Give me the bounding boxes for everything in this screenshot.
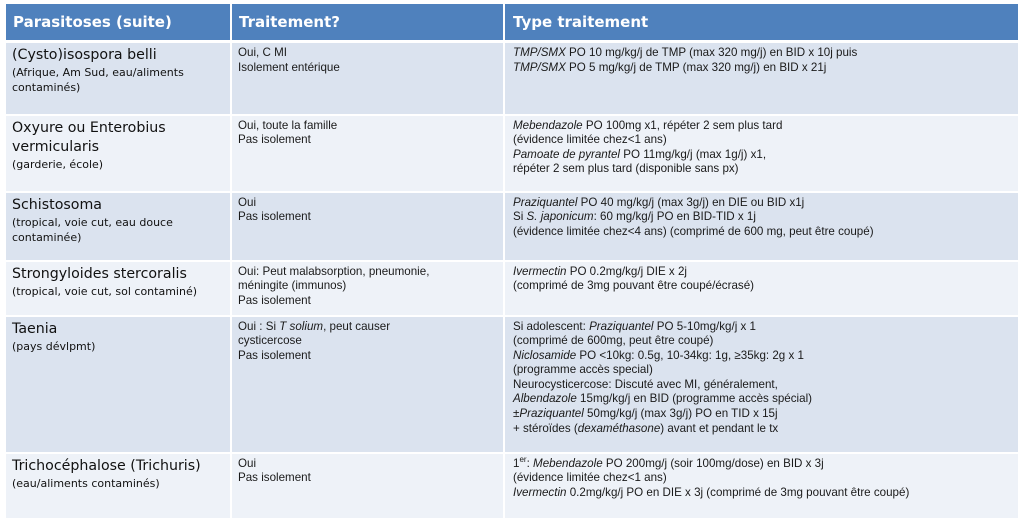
type-text: (évidence limitée chez<1 ans) — [513, 471, 667, 485]
drug-name: Ivermectin — [513, 264, 567, 278]
type-text: (programme accès special) — [513, 363, 653, 377]
type-text: PO 5 mg/kg/j de TMP (max 320 mg/j) en BID x 21j — [565, 60, 827, 74]
type-line — [513, 486, 1012, 501]
type-traitement-cell — [504, 115, 1018, 192]
parasite-context: (tropical, voie cut, eau douce — [12, 215, 173, 229]
type-line — [513, 196, 1012, 211]
parasite-cell — [6, 261, 231, 316]
type-line — [513, 225, 1012, 240]
traitement-cell — [231, 42, 504, 115]
type-line — [513, 46, 1012, 61]
type-line — [513, 378, 1012, 393]
type-line — [513, 279, 1012, 294]
table-row — [6, 453, 1018, 519]
traitement-text: , peut causer — [323, 319, 391, 333]
type-text: PO 200mg/j (soir 100mg/dose) en BID x 3j — [602, 456, 824, 470]
drug-name: Praziquantel — [589, 319, 654, 333]
type-text: Neurocysticercose: Discuté avec MI, généralement, — [513, 377, 778, 391]
species-name: T solium — [279, 319, 324, 333]
type-text: (évidence limitée chez<4 ans) (comprimé de 600 mg, peut être coupé) — [513, 224, 874, 238]
parasite-context: (Afrique, Am Sud, eau/aliments — [12, 66, 184, 79]
drug-name: Praziquantel — [519, 407, 584, 421]
traitement-line: Pas isolement — [238, 293, 311, 307]
parasitoses-table — [6, 4, 1018, 520]
traitement-line: méningite (immunos) — [238, 279, 347, 293]
drug-name: Mebendazole — [533, 456, 603, 470]
ordinal-suffix: er — [519, 454, 527, 464]
type-text: (comprimé de 3mg pouvant être coupé/écrasé) — [513, 279, 755, 293]
type-text: PO 11mg/kg/j (max 1g/j) x1, — [620, 147, 767, 161]
type-traitement-cell — [504, 261, 1018, 316]
type-line — [513, 349, 1012, 364]
type-text: (évidence limitée chez<1 ans) — [513, 133, 667, 147]
type-line — [513, 471, 1012, 486]
type-line — [513, 320, 1012, 335]
type-line — [513, 454, 1012, 472]
parasite-cell — [6, 316, 231, 453]
drug-name: dexaméthasone — [577, 421, 661, 435]
parasite-context: contaminés) — [12, 81, 81, 94]
parasite-context: (eau/aliments contaminés) — [12, 476, 160, 490]
drug-name: Albendazole — [513, 392, 577, 406]
type-line — [513, 265, 1012, 280]
type-line — [513, 148, 1012, 163]
species-name: S. japonicum — [526, 210, 594, 224]
type-text: PO 5-10mg/kg/j x 1 — [653, 319, 756, 333]
parasite-context: (tropical, voie cut, sol contaminé) — [12, 284, 197, 298]
parasite-cell — [6, 192, 231, 261]
type-line — [513, 133, 1012, 148]
parasite-name: Schistosoma — [12, 196, 102, 213]
parasite-cell — [6, 42, 231, 115]
traitement-line: Pas isolement — [238, 471, 311, 485]
table-row — [6, 42, 1018, 115]
type-text: PO 100mg x1, répéter 2 sem plus tard — [582, 118, 783, 132]
traitement-cell — [231, 192, 504, 261]
type-text: ) avant et pendant le tx — [660, 421, 779, 435]
parasite-name: vermicularis — [12, 138, 100, 155]
type-traitement-cell — [504, 316, 1018, 453]
type-text: + stéroïdes ( — [513, 421, 578, 435]
drug-name: TMP/SMX — [513, 60, 566, 74]
traitement-line: Oui — [238, 456, 257, 470]
type-line — [513, 162, 1012, 177]
type-text: 50mg/kg/j (max 3g/j) PO en TID x 15j — [583, 407, 778, 421]
type-text: PO 0.2mg/kg/j DIE x 2j — [566, 264, 687, 278]
traitement-text: Oui : Si — [238, 319, 280, 333]
type-traitement-cell — [504, 42, 1018, 115]
type-text: Si — [513, 210, 527, 224]
traitement-line: Oui — [238, 195, 257, 209]
type-traitement-cell — [504, 192, 1018, 261]
type-text: répéter 2 sem plus tard (disponible sans px) — [513, 162, 739, 176]
parasite-name: Strongyloides stercoralis — [12, 265, 187, 282]
type-text: (comprimé de 600mg, peut être coupé) — [513, 334, 714, 348]
type-text: PO 40 mg/kg/j (max 3g/j) en DIE ou BID x1j — [577, 195, 805, 209]
type-text: PO 10 mg/kg/j de TMP (max 320 mg/j) en BID x 10j puis — [565, 46, 858, 59]
parasite-context: contaminée) — [12, 230, 82, 244]
traitement-line: cysticercose — [238, 334, 302, 348]
traitement-line: Pas isolement — [238, 348, 311, 362]
parasite-cell — [6, 115, 231, 192]
traitement-line: Pas isolement — [238, 210, 311, 224]
type-line — [513, 363, 1012, 378]
header-traitement: Traitement? — [231, 4, 504, 42]
type-line — [513, 334, 1012, 349]
drug-name: Praziquantel — [513, 195, 578, 209]
traitement-line: Isolement entérique — [238, 60, 340, 74]
parasite-context: (garderie, école) — [12, 157, 104, 171]
type-text: 15mg/kg/j en BID (programme accès spécial) — [576, 392, 813, 406]
table-row — [6, 316, 1018, 453]
drug-name: Niclosamide — [513, 348, 577, 362]
type-line — [513, 119, 1012, 134]
type-line — [513, 392, 1012, 407]
traitement-cell — [231, 316, 504, 453]
traitement-line: Oui, toute la famille — [238, 118, 338, 132]
traitement-line: Pas isolement — [238, 133, 311, 147]
table-row — [6, 261, 1018, 316]
type-text: : 60 mg/kg/j PO en BID-TID x 1j — [593, 210, 756, 224]
type-traitement-cell — [504, 453, 1018, 519]
parasite-name: (Cysto)isospora belli — [12, 47, 157, 63]
type-text: Si adolescent: — [513, 319, 590, 333]
traitement-line: Oui, C MI — [238, 46, 287, 59]
header-parasitoses: Parasitoses (suite) — [6, 4, 231, 42]
traitement-cell — [231, 453, 504, 519]
parasitoses-table-container — [6, 4, 1018, 520]
traitement-line: Oui: Peut malabsorption, pneumonie, — [238, 264, 430, 278]
drug-name: Pamoate de pyrantel — [513, 147, 620, 161]
table-header-row — [6, 4, 1018, 42]
parasite-name: Oxyure ou Enterobius — [12, 119, 166, 136]
table-row — [6, 115, 1018, 192]
parasite-cell — [6, 453, 231, 519]
type-line — [513, 407, 1012, 422]
drug-name: Ivermectin — [513, 485, 567, 499]
type-line — [513, 61, 1012, 76]
traitement-cell — [231, 115, 504, 192]
traitement-line — [238, 320, 497, 335]
type-text: PO <10kg: 0.5g, 10-34kg: 1g, ≥35kg: 2g x 1 — [576, 348, 804, 362]
parasite-name: Trichocéphalose (Trichuris) — [12, 457, 201, 474]
drug-name: TMP/SMX — [513, 46, 566, 59]
table-row — [6, 192, 1018, 261]
header-type-traitement: Type traitement — [504, 4, 1018, 42]
type-text: 0.2mg/kg/j PO en DIE x 3j (comprimé de 3mg pouvant être coupé) — [566, 485, 910, 499]
type-text: : — [526, 456, 534, 470]
drug-name: Mebendazole — [513, 118, 583, 132]
traitement-cell — [231, 261, 504, 316]
type-line — [513, 422, 1012, 437]
type-text: 1 — [513, 456, 520, 470]
type-text: ± — [513, 407, 520, 421]
parasite-context: (pays dévlpmt) — [12, 339, 96, 353]
parasite-name: Taenia — [12, 320, 58, 337]
type-line — [513, 210, 1012, 225]
